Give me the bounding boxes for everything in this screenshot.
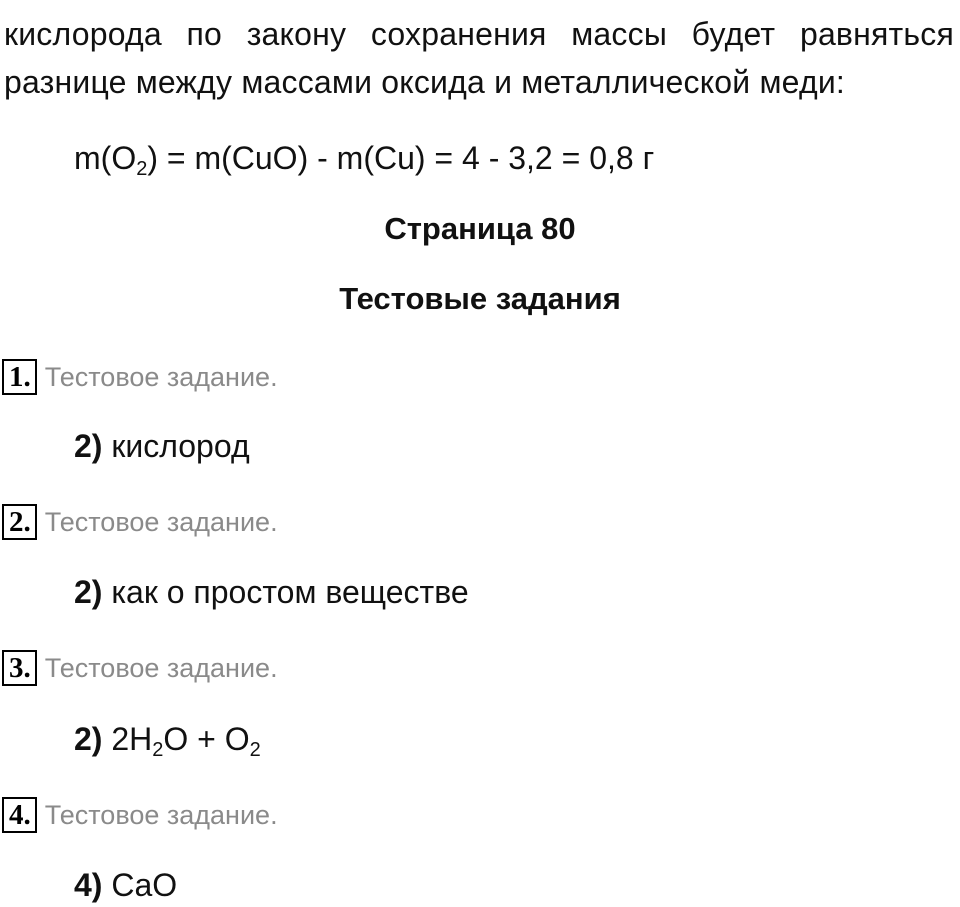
answer-number: 2) — [74, 574, 103, 610]
task-label: Тестовое задание. — [44, 361, 278, 392]
task-label: Тестовое задание. — [44, 652, 278, 683]
task-2-answer — [74, 570, 469, 614]
paragraph-line-2: разнице между массами оксида и металлической меди: — [4, 64, 845, 100]
formula-subscript: 2 — [136, 158, 148, 180]
formula-part: m(O — [74, 140, 137, 176]
task-label: Тестовое задание. — [44, 506, 278, 537]
answer-number: 2) — [74, 428, 103, 464]
task-number: 3. — [2, 650, 37, 686]
formula-subscript: 2 — [152, 739, 164, 761]
task-4 — [2, 795, 278, 835]
answer-text: кислород — [111, 428, 250, 464]
task-4-answer — [74, 863, 177, 907]
answer-number: 4) — [74, 867, 103, 903]
task-number: 4. — [2, 797, 37, 833]
answer-text: CaO — [111, 867, 178, 903]
task-2 — [2, 502, 278, 542]
answer-formula — [111, 721, 261, 761]
task-3-answer — [74, 717, 261, 772]
task-label: Тестовое задание. — [44, 799, 278, 830]
task-number: 2. — [2, 504, 37, 540]
task-1 — [2, 357, 278, 397]
formula-part: ) = m(CuO) - m(Cu) = 4 - 3,2 = 0,8 г — [147, 140, 655, 176]
task-1-answer — [74, 424, 250, 468]
formula-subscript: 2 — [249, 739, 261, 761]
answer-number: 2) — [74, 721, 103, 757]
answer-text: как о простом веществе — [111, 574, 469, 610]
task-3 — [2, 648, 278, 688]
formula-part: 2H — [111, 721, 153, 757]
section-heading: Тестовые задания — [339, 281, 621, 316]
formula-part: O + O — [163, 721, 250, 757]
page-heading: Страница 80 — [384, 211, 576, 246]
paragraph-line-1: кислорода по закону сохранения массы будет равняться — [4, 16, 954, 52]
task-number: 1. — [2, 359, 37, 395]
formula-oxygen-mass — [74, 134, 654, 193]
